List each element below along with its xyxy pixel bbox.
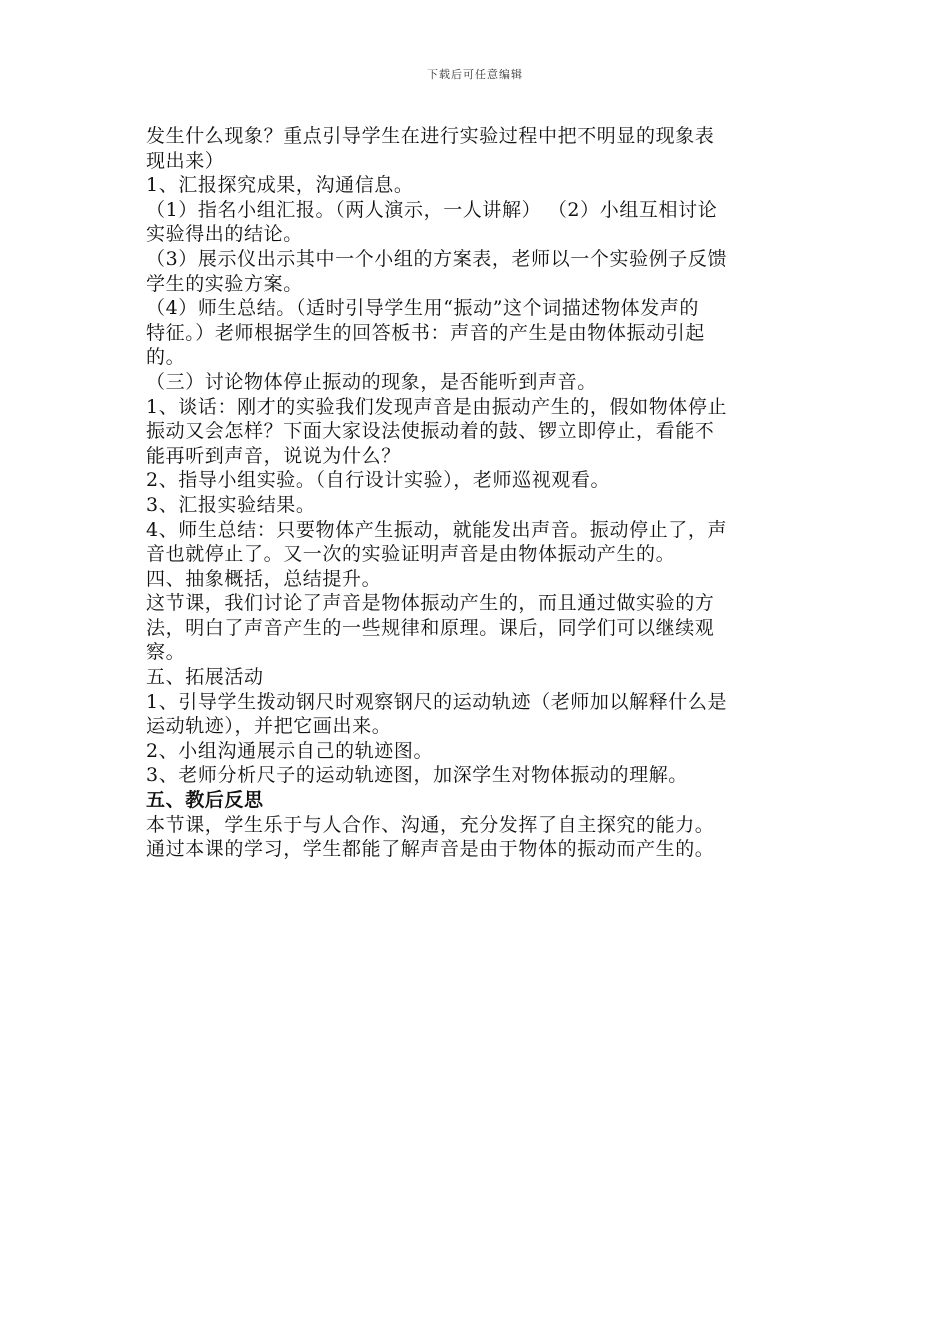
text-line: 这节课，我们讨论了声音是物体振动产生的，而且通过做实验的方 [146,592,715,615]
reflection-line: 本节课，学生乐于与人合作、沟通，充分发挥了自主探究的能力。 [146,813,715,836]
text-line: 运动轨迹），并把它画出来。 [146,715,392,738]
text-line: 的。 [146,346,186,369]
text-line: 五、拓展活动 [146,666,264,689]
text-line: 能再听到声音，说说为什么？ [146,444,401,467]
text-line: 3、汇报实验结果。 [146,493,316,516]
text-line: 学生的实验方案。 [146,272,303,295]
text-line: （4）师生总结。（适时引导学生用“振动”这个词描述物体发声的 [146,297,700,320]
text-line: 法，明白了声音产生的一些规律和原理。课后，同学们可以继续观 [146,616,715,639]
reflection-heading: 五、教后反思 [146,789,264,812]
text-line: 1、汇报探究成果，沟通信息。 [146,174,414,197]
reflection-line: 通过本课的学习，学生都能了解声音是由于物体的振动而产生的。 [146,838,715,861]
text-line: 3、老师分析尺子的运动轨迹图，加深学生对物体振动的理解。 [146,764,688,787]
text-line: 4、师生总结：只要物体产生振动，就能发出声音。振动停止了，声 [146,518,728,541]
text-line: 特征。）老师根据学生的回答板书：声音的产生是由物体振动引起 [146,321,705,344]
text-line: 2、小组沟通展示自己的轨迹图。 [146,739,434,762]
text-line: 振动又会怎样？下面大家设法使振动着的鼓、锣立即停止，看能不 [146,420,715,443]
text-line: 2、指导小组实验。（自行设计实验），老师巡视观看。 [146,469,611,492]
text-line: 音也就停止了。又一次的实验证明声音是由物体振动产生的。 [146,543,676,566]
text-line: 1、谈话：刚才的实验我们发现声音是由振动产生的，假如物体停止 [146,395,728,418]
text-line: （三）讨论物体停止振动的现象，是否能听到声音。 [146,370,597,393]
text-line: 发生什么现象？重点引导学生在进行实验过程中把不明显的现象表 [146,125,715,147]
text-line: 1、引导学生拨动钢尺时观察钢尺的运动轨迹（老师加以解释什么是 [146,690,728,713]
text-line: 察。 [146,641,186,664]
text-line: （3）展示仪出示其中一个小组的方案表，老师以一个实验例子反馈 [146,247,728,270]
text-line: 实验得出的结论。 [146,223,303,246]
document-body [146,124,806,862]
text-line: 四、抽象概括，总结提升。 [146,567,382,590]
page-header: 下载后可任意编辑 [427,68,523,81]
text-line: （1）指名小组汇报。（两人演示，一人讲解） （2）小组互相讨论 [146,198,718,221]
text-line: 现出来） [146,149,225,172]
